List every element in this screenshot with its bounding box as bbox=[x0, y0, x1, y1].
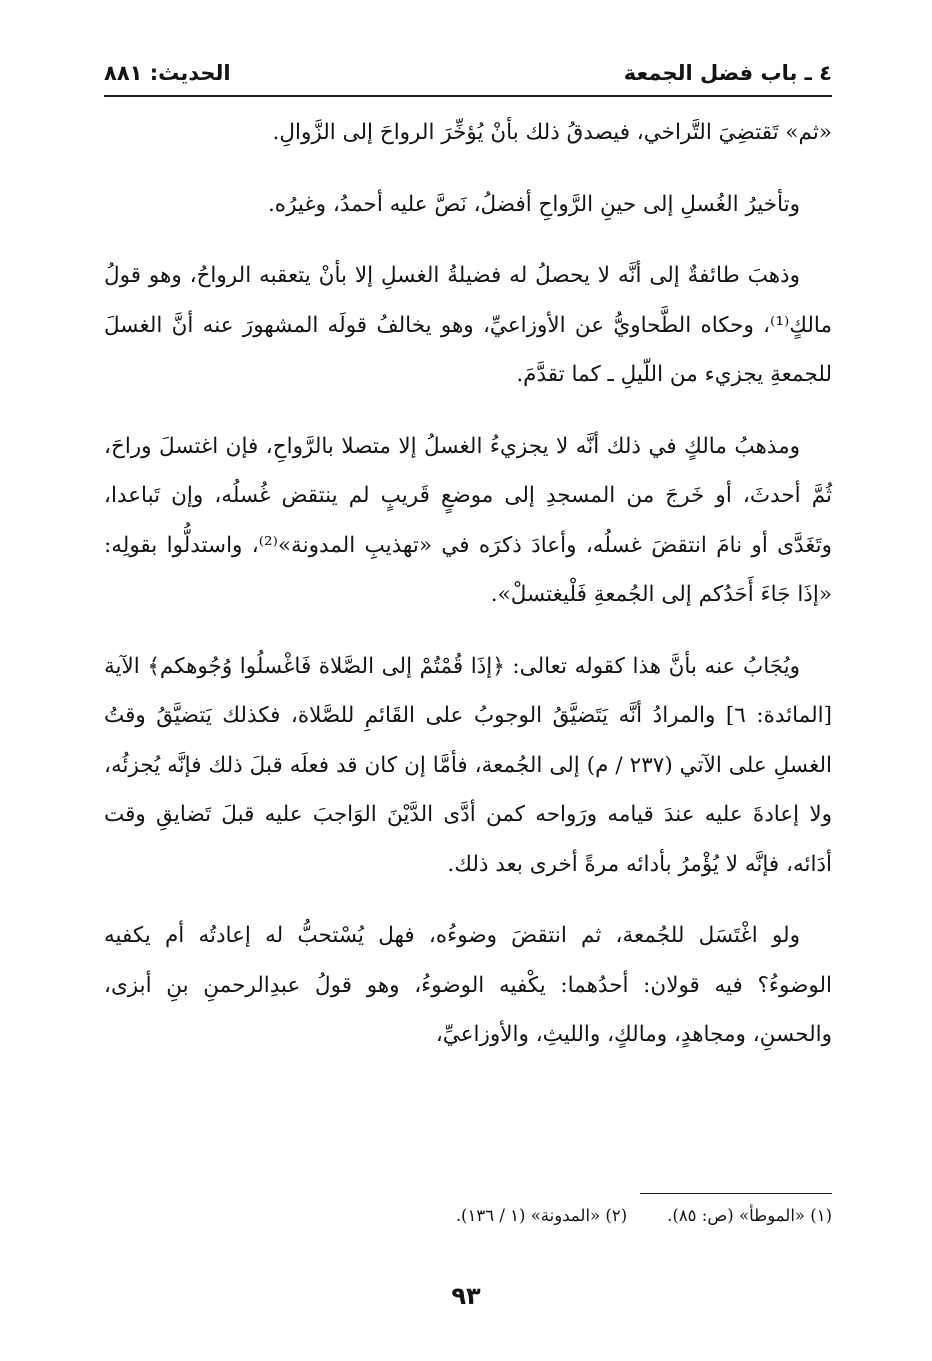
paragraph: ولو اغْتَسَل للجُمعة، ثم انتقضَ وضوءُه، فهل يُسْتحبُّ له إعادتُه أم يكفيه الوضوءُ؟ فيه قولان: أحدُهما: يكْفيه الوضوءُ، وهو قولُ عبدِالرحمنِ بنِ أبزى، والحسنِ، ومجاهدٍ، ومالكٍ، والليثِ، والأوزاعيِّ، bbox=[104, 923, 832, 1047]
paragraph: وذهبَ طائفةٌ إلى أنَّه لا يحصلُ له فضيلةُ الغسلِ إلا بأنْ يتعقبه الرواحُ، وهو قولُ مالكٍ⁽¹⁾، وحكاه الطَّحاويُّ عن الأوزاعيِّ، وهو يخالفُ قولَه المشهورَ عنه أنَّ الغسلَ للجمعةِ يجزيء من اللّيلِ ـ كما تقدَّمَ. bbox=[104, 263, 832, 387]
paragraph: «ثم» تَقتضِيَ التَّراخي، فيصدقُ ذلك بأنْ يُؤخِّرَ الرواحَ إلى الزَّوالِ. bbox=[272, 120, 832, 145]
page-number: ٩٣ bbox=[451, 1282, 481, 1310]
footnote: (١) «الموطأ» (ص: ٨٥). bbox=[667, 1206, 832, 1225]
main-text bbox=[104, 108, 832, 1082]
footnote: (٢) «المدونة» (١ / ١٣٦). bbox=[455, 1206, 628, 1225]
paragraph: وتأخيرُ الغُسلِ إلى حينِ الرَّواحِ أفضلُ، نَصَّ عليه أحمدُ، وغيرُه. bbox=[267, 191, 800, 217]
header-divider bbox=[104, 95, 832, 97]
chapter-title: ٤ ـ باب فضل الجمعة bbox=[623, 61, 832, 85]
footnotes bbox=[456, 1206, 832, 1225]
hadith-number: الحديث: ٨٨١ bbox=[104, 61, 231, 85]
running-header bbox=[104, 56, 832, 90]
paragraph: ومذهبُ مالكٍ في ذلك أنَّه لا يجزيءُ الغسلُ إلا متصلا بالرَّواحِ، فإن اغتسلَ وراحَ، ثُمَّ أحدثَ، أو خَرجَ من المسجدِ إلى موضعٍ قَريبٍ لم ينتقض غُسلُه، وإن تَباعدا، وتَغَدَّى أو نامَ انتقضَ غسلُه، وأعادَ ذكرَه في «تهذيبِ المدونة»⁽²⁾، واستدلُّوا بقولِه: «إذَا جَاءَ أَحَدُكم إلى الجُمعةِ فَلْيغتسلْ». bbox=[104, 433, 833, 607]
footnote-divider bbox=[640, 1193, 832, 1194]
paragraph: ويُجَابُ عنه بأنَّ هذا كقوله تعالى: ﴿إذَا قُمْتُمْ إلى الصَّلاة فَاغْسلُوا وُجُوهكم﴾ الآية [المائدة: ٦] والمرادُ أنَّه يَتَضيَّقُ الوجوبُ على القَائمِ للصَّلاة، فكذلك يَتضيَّقُ وقتُ الغسلِ على الآتي (٢٣٧ / م) إلى الجُمعة، فأمَّا إن كان قد فعلَه قبلَ ذلك فإنَّه يُجزئُه، ولا إعادةَ عليه عندَ قيامه ورَواحه كمن أدَّى الدَّيْنَ الوَاجبَ عليه قبلَ تَضايقِ وقت أدَائه، فإنَّه لا يُؤْمرُ بأدائه مرةً أخرى بعد ذلك. bbox=[104, 653, 832, 877]
